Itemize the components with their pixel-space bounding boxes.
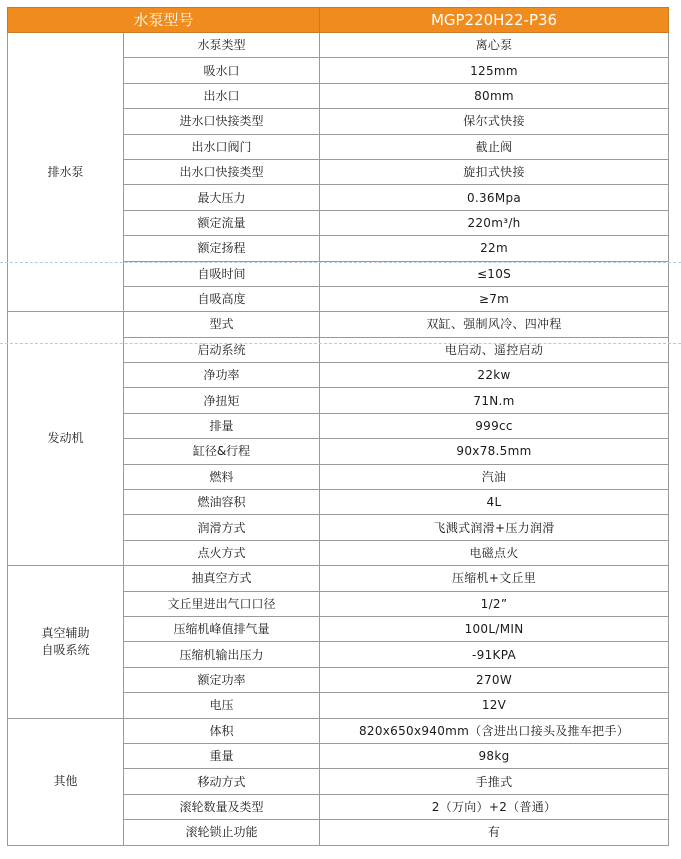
spec-value: 电启动、遥控启动 bbox=[320, 337, 669, 362]
spec-value: 0.36Mpa bbox=[320, 185, 669, 210]
spec-label: 水泵类型 bbox=[124, 33, 320, 58]
spec-label: 额定扬程 bbox=[124, 236, 320, 261]
spec-value: ≤10S bbox=[320, 261, 669, 286]
header-row bbox=[8, 8, 669, 33]
spec-value: 71N.m bbox=[320, 388, 669, 413]
group-other-label: 其他 bbox=[8, 718, 124, 845]
spec-value: 电磁点火 bbox=[320, 540, 669, 565]
spec-value: 双缸、强制风冷、四冲程 bbox=[320, 312, 669, 337]
spec-value: 2（万向）+2（普通） bbox=[320, 794, 669, 819]
spec-label: 吸水口 bbox=[124, 58, 320, 83]
spec-value: 98kg bbox=[320, 743, 669, 768]
spec-label: 体积 bbox=[124, 718, 320, 743]
spec-label: 自吸高度 bbox=[124, 286, 320, 311]
spec-label: 最大压力 bbox=[124, 185, 320, 210]
spec-table-body bbox=[8, 8, 669, 846]
table-row bbox=[8, 312, 669, 337]
spec-label: 抽真空方式 bbox=[124, 566, 320, 591]
spec-value: 90x78.5mm bbox=[320, 439, 669, 464]
spec-label: 进水口快接类型 bbox=[124, 109, 320, 134]
spec-value: ≥7m bbox=[320, 286, 669, 311]
spec-label: 燃料 bbox=[124, 464, 320, 489]
spec-label: 文丘里进出气口口径 bbox=[124, 591, 320, 616]
spec-label: 燃油容积 bbox=[124, 490, 320, 515]
spec-label: 重量 bbox=[124, 743, 320, 768]
spec-label: 自吸时间 bbox=[124, 261, 320, 286]
spec-value: 离心泵 bbox=[320, 33, 669, 58]
dashed-guide-line bbox=[0, 343, 681, 344]
spec-value: 旋扣式快接 bbox=[320, 159, 669, 184]
spec-label: 点火方式 bbox=[124, 540, 320, 565]
spec-value: 汽油 bbox=[320, 464, 669, 489]
table-row bbox=[8, 718, 669, 743]
spec-value: 100L/MIN bbox=[320, 616, 669, 641]
spec-value: 820x650x940mm（含进出口接头及推车把手） bbox=[320, 718, 669, 743]
spec-value: 22m bbox=[320, 236, 669, 261]
table-row bbox=[8, 33, 669, 58]
spec-value: 压缩机+文丘里 bbox=[320, 566, 669, 591]
header-model: MGP220H22-P36 bbox=[320, 8, 669, 33]
spec-label: 移动方式 bbox=[124, 769, 320, 794]
dashed-guide-line bbox=[0, 262, 681, 263]
spec-label: 滚轮锁止功能 bbox=[124, 820, 320, 845]
spec-label: 滚轮数量及类型 bbox=[124, 794, 320, 819]
spec-label: 出水口快接类型 bbox=[124, 159, 320, 184]
spec-value: 4L bbox=[320, 490, 669, 515]
spec-value: 保尔式快接 bbox=[320, 109, 669, 134]
group-engine-label: 发动机 bbox=[8, 312, 124, 566]
spec-label: 额定流量 bbox=[124, 210, 320, 235]
spec-label: 排量 bbox=[124, 413, 320, 438]
spec-label: 缸径&行程 bbox=[124, 439, 320, 464]
spec-value: 999cc bbox=[320, 413, 669, 438]
spec-value: -91KPA bbox=[320, 642, 669, 667]
spec-label: 净功率 bbox=[124, 363, 320, 388]
spec-label: 电压 bbox=[124, 693, 320, 718]
spec-label: 额定功率 bbox=[124, 667, 320, 692]
spec-label: 压缩机输出压力 bbox=[124, 642, 320, 667]
spec-label: 启动系统 bbox=[124, 337, 320, 362]
spec-label: 型式 bbox=[124, 312, 320, 337]
spec-value: 飞溅式润滑+压力润滑 bbox=[320, 515, 669, 540]
spec-value: 有 bbox=[320, 820, 669, 845]
spec-value: 220m³/h bbox=[320, 210, 669, 235]
spec-value: 1/2” bbox=[320, 591, 669, 616]
spec-label: 出水口阀门 bbox=[124, 134, 320, 159]
spec-label: 润滑方式 bbox=[124, 515, 320, 540]
spec-value: 270W bbox=[320, 667, 669, 692]
spec-value: 125mm bbox=[320, 58, 669, 83]
spec-table bbox=[7, 7, 669, 846]
spec-value: 截止阀 bbox=[320, 134, 669, 159]
table-row bbox=[8, 566, 669, 591]
header-label: 水泵型号 bbox=[8, 8, 320, 33]
spec-label: 净扭矩 bbox=[124, 388, 320, 413]
spec-value: 12V bbox=[320, 693, 669, 718]
spec-value: 22kw bbox=[320, 363, 669, 388]
spec-label: 出水口 bbox=[124, 83, 320, 108]
group-vacuum-label: 真空辅助 自吸系统 bbox=[8, 566, 124, 718]
spec-value: 手推式 bbox=[320, 769, 669, 794]
group-pump-label: 排水泵 bbox=[8, 33, 124, 312]
spec-value: 80mm bbox=[320, 83, 669, 108]
spec-label: 压缩机峰值排气量 bbox=[124, 616, 320, 641]
